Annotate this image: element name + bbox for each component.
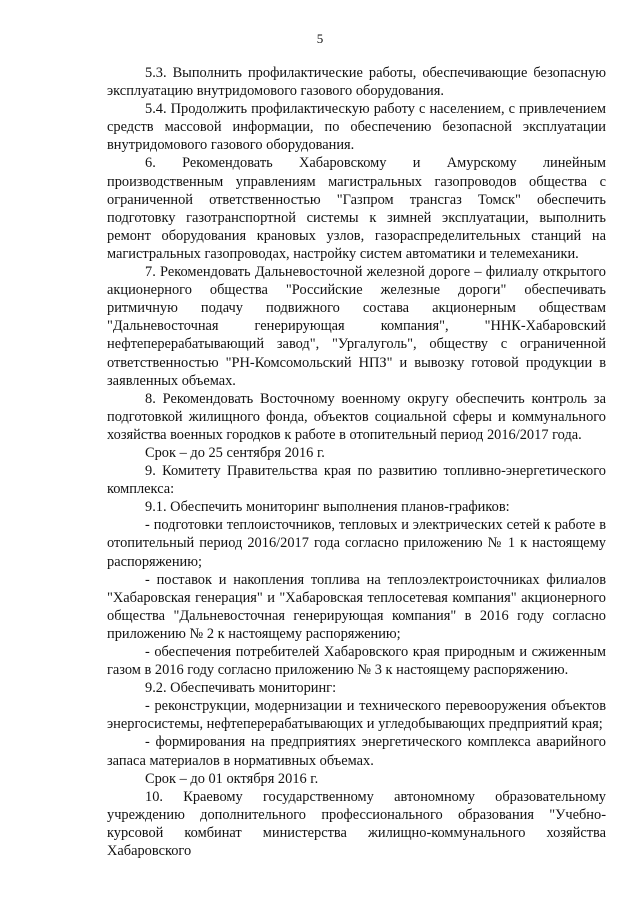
list-item-heat-sources: - подготовки теплоисточников, тепловых и электрических сетей к работе в отопительный период 2016/2017 года согласно приложению № 1 к настоящему распоряжению;: [107, 517, 606, 570]
list-item-fuel-supply: - поставок и накопления топлива на теплоэлектроисточниках филиалов "Хабаровская генерация" и "Хабаровская теплосетевая компания" акционерного общества "Дальневосточная генерирующая компания" в 2016 году согласно приложению № 2 к настоящему распоряжению;: [107, 571, 606, 642]
deadline-2: Срок – до 01 октября 2016 г.: [145, 770, 319, 787]
deadline-1: Срок – до 25 сентября 2016 г.: [145, 444, 325, 461]
list-item-emergency-stock: - формирования на предприятиях энергетического комплекса аварийного запаса материалов в нормативных объемах.: [107, 734, 606, 769]
list-item-gas-supply: - обеспечения потребителей Хабаровского края природным и сжиженным газом в 2016 году согласно приложению № 3 к настоящему распоряжению.: [107, 644, 606, 679]
paragraph-6: 6. Рекомендовать Хабаровскому и Амурскому линейным производственным управлениям магистральных газопроводов общества с ограниченной ответственностью "Газпром трансгаз Томск" обеспечить подготовку газотранспортной системы к зимней эксплуатации, выполнить ремонт оборудования крановых узлов, газораспределительных станций на магистральных газопроводах, настройку систем автоматики и телемеханики.: [107, 155, 606, 262]
list-item-reconstruction: - реконструкции, модернизации и технического перевооружения объектов энергосистемы, нефтеперерабатывающих и угледобывающих предприятий края;: [107, 698, 606, 733]
paragraph-7: 7. Рекомендовать Дальневосточной железной дороге – филиалу открытого акционерного общества "Российские железные дороги" обеспечивать ритмичную подачу подвижного состава акционерным обществам "Дальневосточная генерирующая компания", "ННК-Хабаровский нефтеперерабатывающий завод", "Ургалуголь", обществу с ограниченной ответственностью "РН-Комсомольский НПЗ" и вывозку готовой продукции в заявленных объемах.: [107, 264, 606, 389]
paragraph-9-1: 9.1. Обеспечить мониторинг выполнения планов-графиков:: [145, 499, 510, 516]
page-number: 5: [316, 31, 324, 46]
paragraph-9: 9. Комитету Правительства края по развитию топливно-энергетического комплекса:: [107, 463, 606, 498]
document-body: [107, 64, 606, 860]
paragraph-10: 10. Краевому государственному автономному образовательному учреждению дополнительного профессионального образования "Учебно-курсовой комбинат министерства жилищно-коммунального хозяйства Хабаровского: [107, 788, 606, 860]
paragraph-5-4: 5.4. Продолжить профилактическую работу с населением, с привлечением средств массовой информации, по обеспечению безопасной эксплуатации внутридомового газового оборудования.: [107, 101, 606, 154]
paragraph-8: 8. Рекомендовать Восточному военному округу обеспечить контроль за подготовкой жилищного фонда, объектов социальной сферы и коммунального хозяйства военных городков к работе в отопительный период 2016/2017 года.: [107, 390, 606, 443]
paragraph-9-2: 9.2. Обеспечивать мониторинг:: [145, 680, 337, 697]
paragraph-5-3: 5.3. Выполнить профилактические работы, обеспечивающие безопасную эксплуатацию внутридомового газового оборудования.: [107, 65, 606, 100]
